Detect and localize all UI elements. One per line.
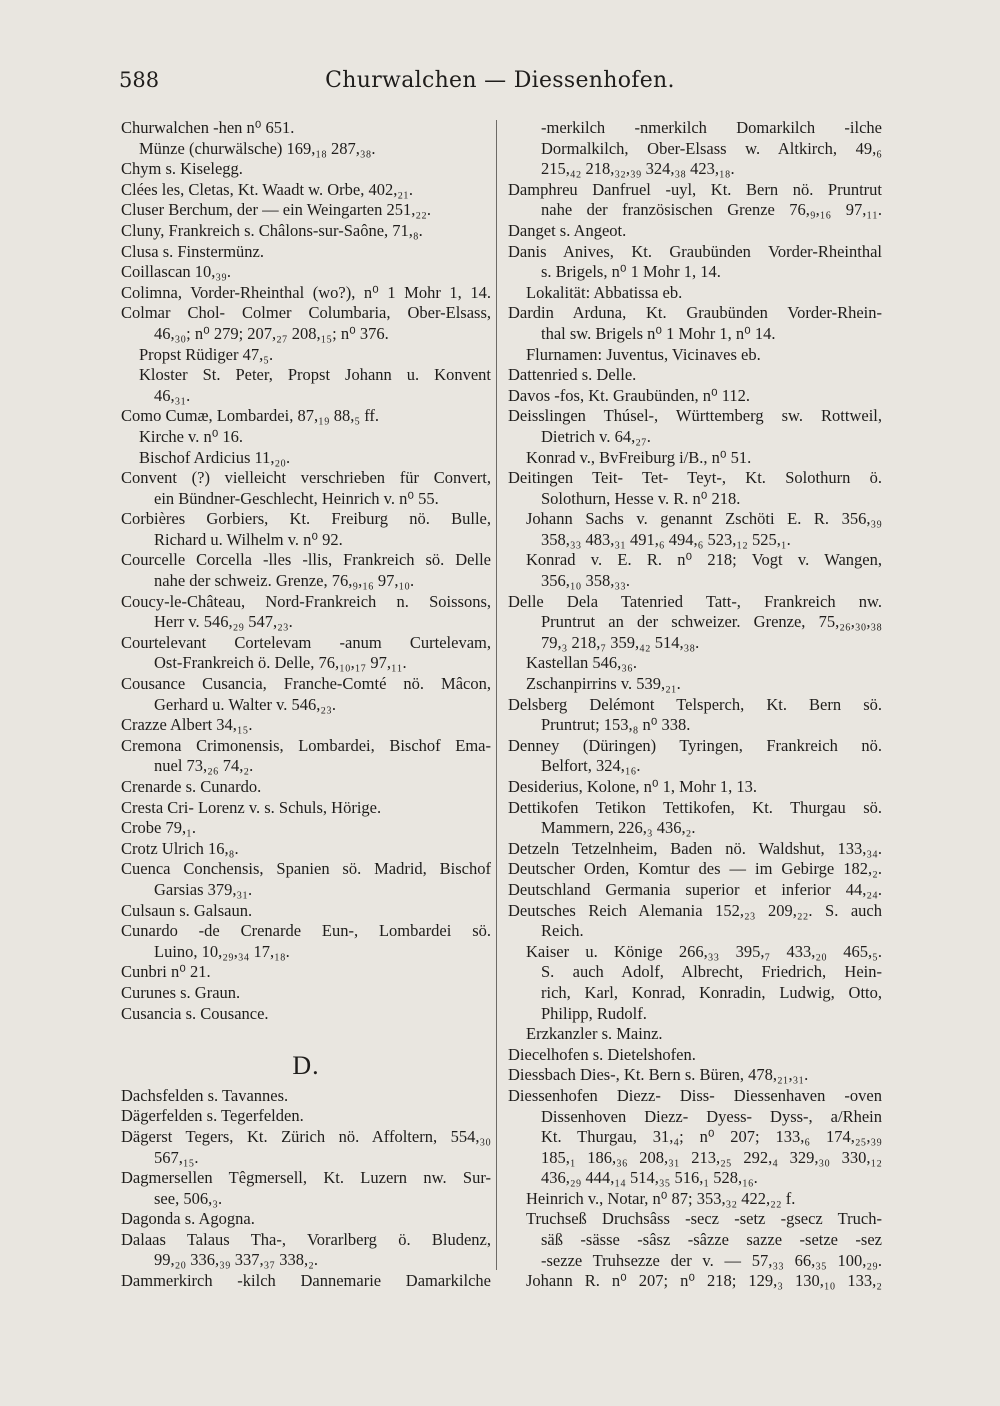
index-line: Clusa s. Finstermünz. (121, 241, 264, 261)
index-line: nahe der französischen Grenze 76,₉,₁₆ 97,₁₁. (541, 200, 882, 220)
index-line: Coucy-le-Château, Nord-Frankreich n. Soissons, (121, 591, 491, 611)
index-line: see, 506,₃. (154, 1188, 223, 1208)
index-line: Como Cumæ, Lombardei, 87,₁₉ 88,₅ ff. (121, 406, 380, 426)
index-line: Erzkanzler s. Mainz. (526, 1024, 663, 1044)
index-line: Deisslingen Thúsel-, Württemberg sw. Rottweil, (508, 406, 882, 426)
index-line: thal sw. Brigels n⁰ 1 Mohr 1, n⁰ 14. (541, 323, 776, 343)
index-line: Johann Sachs v. genannt Zschöti E. R. 356,₃₉ (526, 509, 882, 529)
index-line: Richard u. Wilhelm v. n⁰ 92. (154, 529, 343, 549)
index-line: s. Brigels, n⁰ 1 Mohr 1, 14. (541, 262, 721, 282)
index-line: Dägerst Tegers, Kt. Zürich nö. Affoltern, 554,₃₀ (121, 1126, 491, 1146)
index-line: ein Bündner-Geschlecht, Heinrich v. n⁰ 55. (154, 488, 439, 508)
right-column (508, 118, 882, 1292)
index-line: 567,₁₅. (154, 1147, 199, 1167)
index-line: Detzeln Tetzelnheim, Baden nö. Waldshut, 133,₃₄. (508, 838, 882, 858)
index-line: Dachsfelden s. Tavannes. (121, 1085, 289, 1105)
index-line: Propst Rüdiger 47,₅. (139, 344, 274, 364)
index-line: Corbières Gorbiers, Kt. Freiburg nö. Bulle, (121, 509, 491, 529)
index-line: Danget s. Angeot. (508, 220, 627, 240)
index-line: Kaiser u. Könige 266,₃₃ 395,₇ 433,₂₀ 465,₅. (526, 941, 882, 961)
index-line: Chym s. Kiselegg. (121, 159, 243, 179)
index-line: Ost-Frankreich ö. Delle, 76,₁₀,₁₇ 97,₁₁. (154, 653, 407, 673)
index-line: Deutschland Germania superior et inferior 44,₂₄. (508, 879, 882, 899)
index-line: Coillascan 10,₃₉. (121, 262, 232, 282)
index-line: Crotz Ulrich 16,₈. (121, 838, 239, 858)
index-line: Danis Anives, Kt. Graubünden Vorder-Rheinthal (508, 241, 882, 261)
index-line: Pruntrut; 153,₈ n⁰ 338. (541, 715, 691, 735)
index-line: Dalaas Talaus Tha-, Vorarlberg ö. Bludenz, (121, 1229, 491, 1249)
index-line: Dissenhoven Diezz- Dyess- Dyss-, a/Rhein (541, 1106, 882, 1126)
column-divider (496, 120, 497, 1270)
index-line: Churwalchen -hen n⁰ 651. (121, 118, 295, 137)
index-line: säß -sässe -sâsz -sâzze sazze -setze -sez (541, 1230, 882, 1250)
index-line: Kloster St. Peter, Propst Johann u. Konvent (139, 365, 491, 385)
index-line: 215,₄₂ 218,₃₂,₃₉ 324,₃₈ 423,₁₈. (541, 159, 735, 179)
index-line: Diecelhofen s. Dietelshofen. (508, 1044, 696, 1064)
index-line: 46,₃₁. (154, 385, 191, 405)
index-line: Cuenca Conchensis, Spanien sö. Madrid, Bischof (121, 859, 491, 879)
index-line: Crenarde s. Cunardo. (121, 777, 262, 796)
index-line: Kt. Thurgau, 31,₄; n⁰ 207; 133,₆ 174,₂₅,₃₉ (541, 1127, 882, 1147)
index-line: Truchseß Druchsâss -secz -setz -gsecz Truch- (526, 1209, 882, 1229)
page-header (119, 68, 881, 102)
index-line: Davos -fos, Kt. Graubünden, n⁰ 112. (508, 385, 751, 405)
index-line: Desiderius, Kolone, n⁰ 1, Mohr 1, 13. (508, 777, 758, 796)
index-line: Diessbach Dies-, Kt. Bern s. Büren, 478,₂₁,₃₁. (508, 1065, 809, 1085)
index-line: Delsberg Delémont Telsperch, Kt. Bern sö. (508, 694, 882, 714)
index-line: 358,₃₃ 483,₃₁ 491,₆ 494,₆ 523,₁₂ 525,₁. (541, 529, 791, 549)
index-line: Dietrich v. 64,₂₇. (541, 426, 651, 446)
index-line: 99,₂₀ 336,₃₉ 337,₃₇ 338,₂. (154, 1250, 319, 1270)
index-line: Crobe 79,₁. (121, 818, 196, 838)
index-line: Luino, 10,₂₉,₃₄ 17,₁₈. (154, 941, 290, 961)
index-line: Heinrich v., Notar, n⁰ 87; 353,₃₂ 422,₂₂ f. (526, 1188, 796, 1208)
index-line: nahe der schweiz. Grenze, 76,₉,₁₆ 97,₁₀. (154, 571, 415, 591)
index-line: Delle Dela Tatenried Tatt-, Frankreich nw. (508, 591, 882, 611)
index-line: 46,₃₀; n⁰ 279; 207,₂₇ 208,₁₅; n⁰ 376. (154, 323, 389, 343)
index-line: Colmar Chol- Colmer Columbaria, Ober-Elsass, (121, 303, 491, 323)
index-line: Cousance Cusancia, Franche-Comté nö. Mâcon, (121, 674, 491, 694)
index-line: Herr v. 546,₂₉ 547,₂₃. (154, 612, 293, 632)
index-line: 185,₁ 186,₃₆ 208,₃₁ 213,₂₅ 292,₄ 329,₃₀ 330,₁₂ (541, 1147, 882, 1167)
index-line: Garsias 379,₃₁. (154, 879, 253, 899)
index-line: Dardin Arduna, Kt. Graubünden Vorder-Rhein- (508, 303, 882, 323)
index-line: S. auch Adolf, Albrecht, Friedrich, Hein- (541, 962, 882, 982)
index-line: Dammerkirch -kilch Dannemarie Damarkilche (121, 1271, 491, 1291)
index-line: Cluser Berchum, der — ein Weingarten 251,₂₂. (121, 200, 432, 220)
index-line: Cusancia s. Cousance. (121, 1003, 269, 1023)
index-line: Dettikofen Tetikon Tettikofen, Kt. Thurgau sö. (508, 797, 882, 817)
index-line: Solothurn, Hesse v. R. n⁰ 218. (541, 488, 741, 508)
index-line: Reich. (541, 921, 584, 941)
index-line: Mammern, 226,₃ 436,₂. (541, 818, 696, 838)
index-line: 79,₃ 218,₇ 359,₄₂ 514,₃₈. (541, 632, 700, 652)
index-line: Cremona Crimonensis, Lombardei, Bischof Ema- (121, 735, 491, 755)
left-column (121, 118, 491, 1292)
index-line: 436,₂₉ 444,₁₄ 514,₃₅ 516,₁ 528,₁₆. (541, 1168, 758, 1188)
index-line: Colimna, Vorder-Rheinthal (wo?), n⁰ 1 Mohr 1, 14. (121, 282, 491, 302)
running-title: Churwalchen — Diessenhofen. (325, 68, 675, 93)
index-line: Deutscher Orden, Komtur des — im Gebirge 182,₂. (508, 859, 882, 879)
index-line: Courtelevant Cortelevam -anum Curtelevam, (121, 632, 491, 652)
index-line: Pruntrut an der schweizer. Grenze, 75,₂₆,₃₀,₃₈ (541, 612, 882, 632)
index-line: Zschanpirrins v. 539,₂₁. (526, 674, 681, 694)
index-line: -merkilch -nmerkilch Domarkilch -ilche (541, 118, 882, 137)
index-line: Clées les, Cletas, Kt. Waadt w. Orbe, 402,₂₁. (121, 179, 413, 199)
index-line: Kastellan 546,₃₆. (526, 653, 637, 673)
index-line: Cunbri n⁰ 21. (121, 962, 211, 982)
index-line: Deutsches Reich Alemania 152,₂₃ 209,₂₂. S. auch (508, 900, 882, 920)
index-line: Culsaun s. Galsaun. (121, 900, 253, 920)
index-line: Kirche v. n⁰ 16. (139, 426, 244, 446)
index-line: Deitingen Teit- Tet- Teyt-, Kt. Solothurn ö. (508, 468, 882, 488)
index-line: Philipp, Rudolf. (541, 1003, 647, 1023)
index-line: Convent (?) vielleicht verschrieben für Convert, (121, 468, 491, 488)
index-line: Dormalkilch, Ober-Elsass w. Altkirch, 49,₆ (541, 138, 882, 158)
index-line: Flurnamen: Juventus, Vicinaves eb. (526, 344, 761, 364)
index-line: Dattenried s. Delle. (508, 365, 637, 385)
index-line: Dägerfelden s. Tegerfelden. (121, 1106, 304, 1126)
index-line: Bischof Ardicius 11,₂₀. (139, 447, 291, 467)
index-line: Konrad v., BvFreiburg i/B., n⁰ 51. (526, 447, 752, 467)
section-letter-heading: D. (292, 1050, 320, 1080)
index-line: Cluny, Frankreich s. Châlons-sur-Saône, 71,₈. (121, 220, 423, 240)
index-line: Damphreu Danfruel -uyl, Kt. Bern nö. Pruntrut (508, 179, 882, 199)
index-line: Münze (churwälsche) 169,₁₈ 287,₃₈. (139, 138, 376, 158)
index-line: 356,₁₀ 358,₃₃. (541, 571, 631, 591)
page-number: 588 (119, 68, 160, 92)
index-line: nuel 73,₂₆ 74,₂. (154, 756, 254, 776)
index-line: Diessenhofen Diezz- Diss- Diessenhaven -oven (508, 1085, 882, 1105)
index-line: Gerhard u. Walter v. 546,₂₃. (154, 694, 336, 714)
index-line: Konrad v. E. R. n⁰ 218; Vogt v. Wangen, (526, 550, 882, 570)
index-line: Lokalität: Abbatissa eb. (526, 282, 683, 302)
index-line: Cresta Cri- Lorenz v. s. Schuls, Hörige. (121, 797, 382, 817)
index-line: Crazze Albert 34,₁₅. (121, 715, 253, 735)
section-spacer (121, 1024, 491, 1045)
index-line: Johann R. n⁰ 207; n⁰ 218; 129,₃ 130,₁₀ 133,₂ (526, 1271, 882, 1291)
index-line: Denney (Düringen) Tyringen, Frankreich nö. (508, 735, 882, 755)
index-line: Cunardo -de Crenarde Eun-, Lombardei sö. (121, 921, 491, 941)
index-line: Dagonda s. Agogna. (121, 1209, 255, 1229)
index-line: -sezze Truhsezze der v. — 57,₃₃ 66,₃₅ 100,₂₉. (541, 1250, 882, 1270)
index-line: Dagmersellen Têgmersell, Kt. Luzern nw. Sur- (121, 1168, 491, 1188)
index-line: Curunes s. Graun. (121, 982, 241, 1002)
index-line: Belfort, 324,₁₆. (541, 756, 641, 776)
index-line: rich, Karl, Konrad, Konradin, Ludwig, Otto, (541, 982, 882, 1002)
index-line: Courcelle Corcella -lles -llis, Frankreich sö. Delle (121, 550, 491, 570)
